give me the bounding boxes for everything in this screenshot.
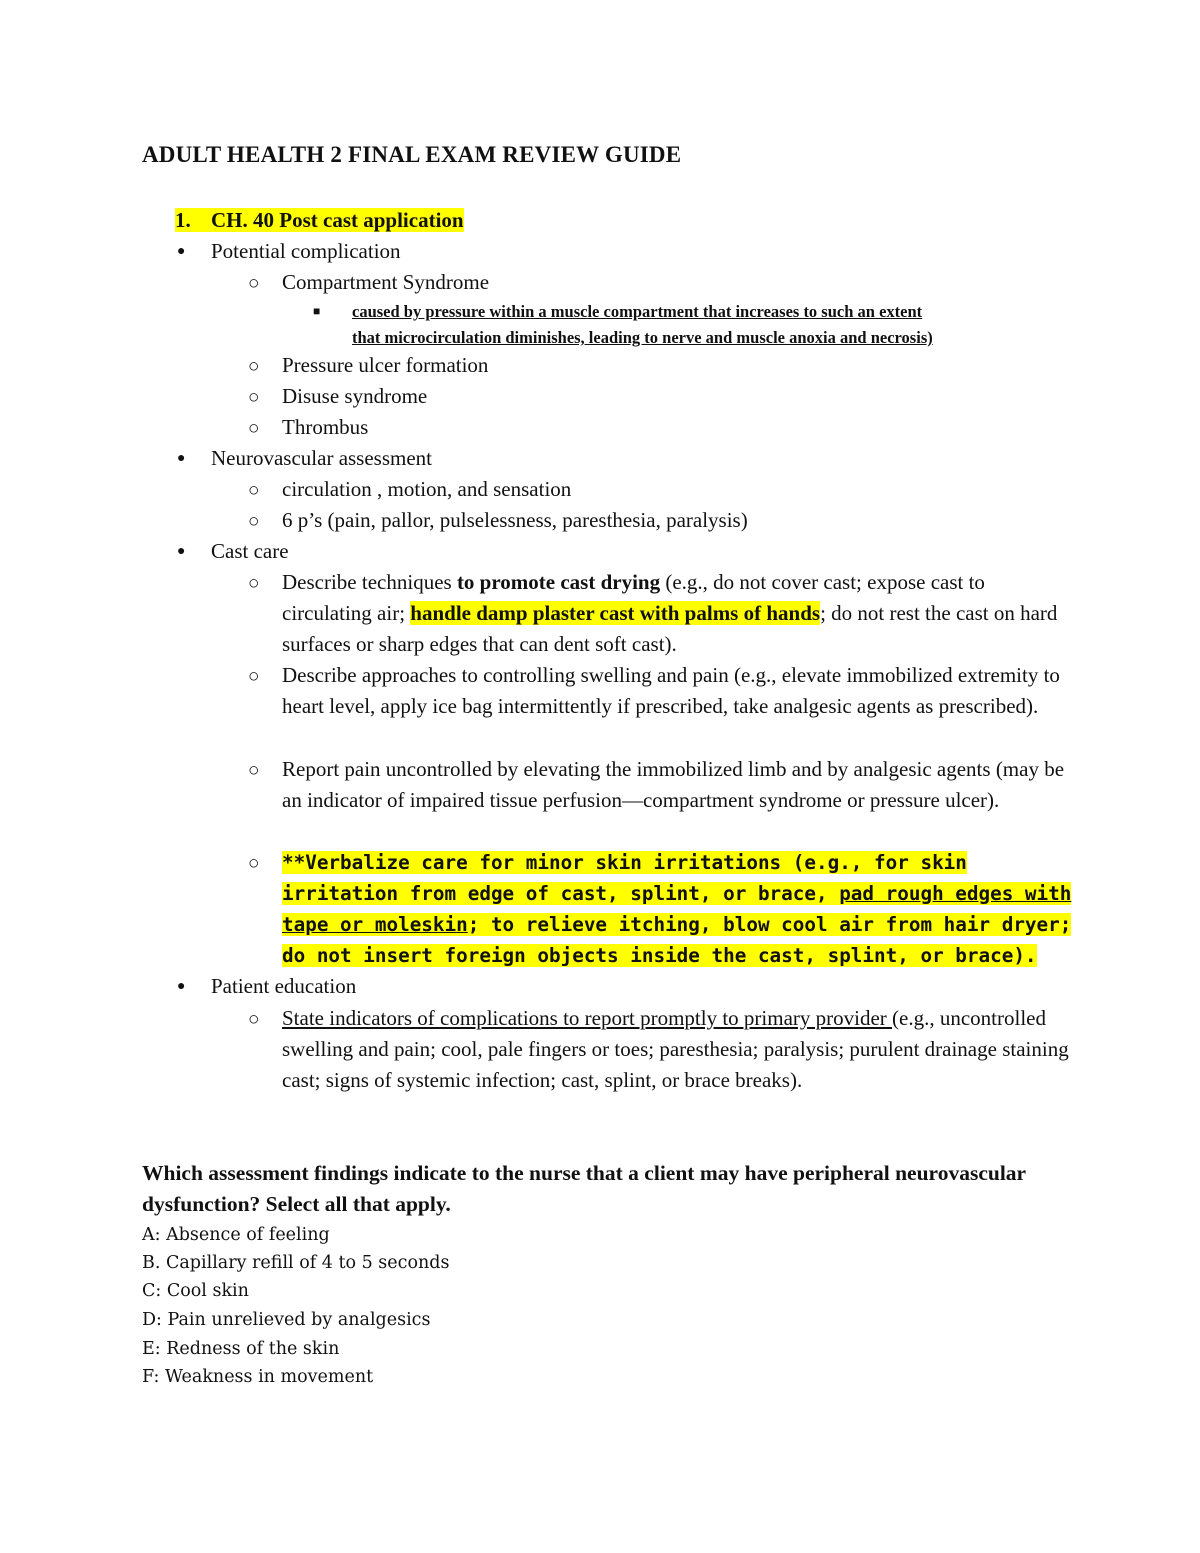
- bullet-dot-icon: ●: [177, 244, 186, 259]
- bullet-circle-icon: ○: [248, 387, 260, 408]
- bullet-circle-icon: ○: [248, 760, 260, 781]
- text-run-highlight-underline: pad rough edges with tape or moleskin: [282, 882, 1072, 936]
- sub-bullet-label: Disuse syndrome: [282, 384, 428, 408]
- text-run: Describe approaches to controlling swelling and pain (e.g., elevate immobilized extremity to heart level, apply ice bag intermittently if prescribed, take analgesic agents as prescribed).: [282, 663, 1060, 718]
- answer-option-f: F: Weakness in movement: [142, 1367, 374, 1387]
- detail-line: [352, 325, 933, 350]
- bullet-circle-icon: ○: [248, 273, 260, 294]
- text-run: (e.g., uncontrolled swelling and pain; cool, pale fingers or toes; paresthesia; paralysis; purulent drainage staining cast; signs of systemic infection; cast, splint, or brace breaks).: [282, 1006, 1069, 1092]
- bullet-dot-icon: ●: [177, 451, 186, 466]
- text-run: ; do not rest the cast on hard surfaces or sharp edges that can dent soft cast).: [282, 601, 1058, 656]
- bullet-circle-icon: ○: [248, 853, 260, 874]
- answer-option-b: B. Capillary refill of 4 to 5 seconds: [142, 1253, 450, 1273]
- answer-option-a: A: Absence of feeling: [142, 1225, 330, 1245]
- bullet-cast-care: [177, 536, 289, 567]
- text-run-bold: to promote cast drying: [456, 570, 661, 594]
- answer-option-c: C: Cool skin: [142, 1281, 249, 1301]
- bullet-label: Neurovascular assessment: [211, 446, 433, 470]
- sub-bullet-label: 6 p’s (pain, pallor, pulselessness, paresthesia, paralysis): [282, 508, 748, 532]
- sub-bullet-label: circulation , motion, and sensation: [282, 477, 572, 501]
- sub-bullet-compartment-syndrome: [248, 267, 490, 298]
- section-heading-text: CH. 40 Post cast application: [211, 208, 464, 232]
- bullet-potential-complication: [177, 236, 401, 267]
- answer-option-e: E: Redness of the skin: [142, 1339, 340, 1359]
- sub-bullet-label: Thrombus: [282, 415, 369, 439]
- detail-text: caused by pressure within a muscle compartment that increases to such an extent: [352, 302, 923, 321]
- sub-bullet-thrombus: [248, 412, 369, 443]
- cast-care-item-skin-irritation: [248, 847, 1072, 971]
- bullet-label: Patient education: [211, 974, 357, 998]
- sub-bullet-disuse-syndrome: [248, 381, 428, 412]
- detail-line: [313, 299, 923, 324]
- text-run: Describe techniques: [282, 570, 457, 594]
- patient-education-item: [248, 1003, 1072, 1096]
- section-number: 1.: [175, 208, 191, 232]
- bullet-circle-icon: ○: [248, 1009, 260, 1030]
- bullet-circle-icon: ○: [248, 418, 260, 439]
- bullet-circle-icon: ○: [248, 573, 260, 594]
- text-run-highlight: ; to relieve itching, blow cool air from hair dryer; do not insert foreign objects inside the cast, splint, or brace).: [282, 913, 1072, 967]
- bullet-label: Cast care: [211, 539, 289, 563]
- bullet-circle-icon: ○: [248, 511, 260, 532]
- text-run-highlight: handle damp plaster cast with palms of hands: [410, 601, 821, 625]
- sub-bullet-pressure-ulcer: [248, 350, 489, 381]
- page-title: ADULT HEALTH 2 FINAL EXAM REVIEW GUIDE: [142, 142, 682, 167]
- bullet-neurovascular: [177, 443, 433, 474]
- section-heading: [175, 205, 464, 236]
- section-heading-highlight: [175, 208, 464, 232]
- detail-text: that microcirculation diminishes, leading to nerve and muscle anoxia and necrosis): [352, 328, 933, 347]
- bullet-patient-education: [177, 971, 357, 1002]
- cast-care-item-swelling: [248, 660, 1072, 722]
- bullet-dot-icon: ●: [177, 979, 186, 994]
- cast-care-item-report-pain: [248, 754, 1072, 816]
- sub-bullet-6ps: [248, 505, 748, 536]
- text-run: Report pain uncontrolled by elevating the immobilized limb and by analgesic agents (may be an indicator of impaired tissue perfusion—compartment syndrome or pressure ulcer).: [282, 757, 1065, 812]
- cast-care-item-drying: [248, 567, 1072, 660]
- bullet-circle-icon: ○: [248, 480, 260, 501]
- sub-bullet-label: Compartment Syndrome: [282, 270, 490, 294]
- sub-bullet-label: Pressure ulcer formation: [282, 353, 489, 377]
- answer-option-d: D: Pain unrelieved by analgesics: [142, 1310, 431, 1330]
- sub-bullet-cms: [248, 474, 572, 505]
- bullet-circle-icon: ○: [248, 666, 260, 687]
- question-text: Which assessment findings indicate to the nurse that a client may have peripheral neurovascular dysfunction? Select all that apply.: [142, 1161, 1026, 1216]
- bullet-label: Potential complication: [211, 239, 401, 263]
- text-run-underline: State indicators of complications to report promptly to primary provider: [282, 1006, 893, 1030]
- bullet-dot-icon: ●: [177, 544, 186, 559]
- text-run-highlight: **Verbalize care for minor skin irritations (e.g., for skin irritation from edge of cast, splint, or brace,: [282, 851, 967, 905]
- bullet-circle-icon: ○: [248, 356, 260, 377]
- text-run: (e.g., do not cover cast; expose cast to circulating air;: [282, 570, 985, 625]
- bullet-square-icon: ■: [313, 304, 321, 318]
